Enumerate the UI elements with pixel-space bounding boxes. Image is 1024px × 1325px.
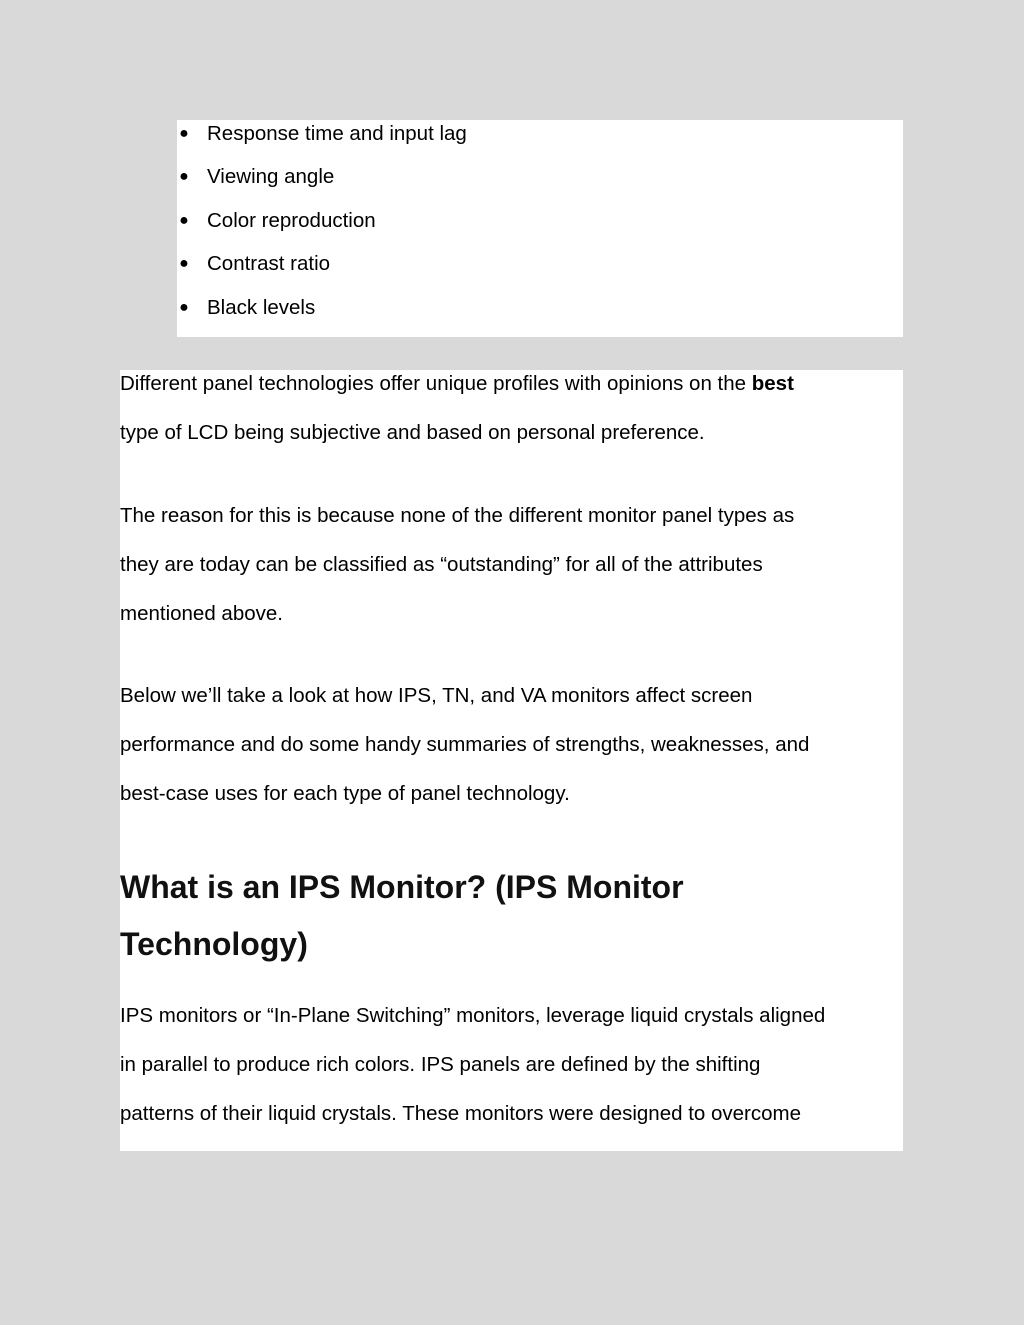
section-heading — [120, 859, 903, 973]
paragraph-line: The reason for this is because none of the different monitor panel types as — [120, 504, 795, 527]
paragraph-below — [120, 671, 903, 818]
paragraph-line: mentioned above. — [120, 602, 283, 625]
paragraph-line — [120, 359, 903, 408]
bullet-icon: ● — [179, 168, 189, 186]
paragraph-text: Different panel technologies offer unique profiles with opinions on the — [120, 372, 752, 395]
list-item — [177, 294, 903, 337]
article-content — [120, 370, 903, 1151]
paragraph-ips-intro — [120, 991, 903, 1138]
paragraph-line: IPS monitors or “In-Plane Switching” monitors, leverage liquid crystals aligned — [120, 1004, 826, 1027]
list-item — [177, 250, 903, 293]
bullet-icon: ● — [179, 125, 189, 142]
list-item-text: Response time and input lag — [207, 122, 467, 145]
list-item-text: Black levels — [207, 295, 316, 319]
paragraph-line: type of LCD being subjective and based on personal preference. — [120, 421, 705, 444]
paragraph-panel-technologies — [120, 359, 903, 457]
paragraph-line: patterns of their liquid crystals. These monitors were designed to overcome — [120, 1102, 802, 1125]
bullet-icon: ● — [179, 211, 189, 229]
list-item-text: Contrast ratio — [207, 252, 331, 276]
bold-text: best — [751, 372, 794, 395]
list-item — [177, 207, 903, 250]
heading-line: What is an IPS Monitor? (IPS Monitor — [120, 869, 684, 905]
paragraph-reason — [120, 491, 903, 638]
bullet-icon: ● — [179, 255, 189, 273]
bullet-list-box — [177, 120, 903, 337]
paragraph-line: they are today can be classified as “outstanding” for all of the attributes — [120, 553, 763, 576]
list-item-text: Color reproduction — [207, 208, 376, 232]
paragraph-line: best-case uses for each type of panel technology. — [120, 782, 570, 805]
paragraph-line: in parallel to produce rich colors. IPS panels are defined by the shifting — [120, 1053, 761, 1076]
paragraph-line: Below we’ll take a look at how IPS, TN, and VA monitors affect screen — [120, 684, 753, 707]
list-item-text: Viewing angle — [207, 165, 335, 189]
list-item — [177, 120, 903, 163]
bullet-icon: ● — [179, 298, 189, 316]
heading-line: Technology) — [120, 926, 308, 962]
attribute-bullet-list — [177, 120, 903, 337]
paragraph-line: performance and do some handy summaries of strengths, weaknesses, and — [120, 733, 810, 756]
list-item — [177, 163, 903, 206]
